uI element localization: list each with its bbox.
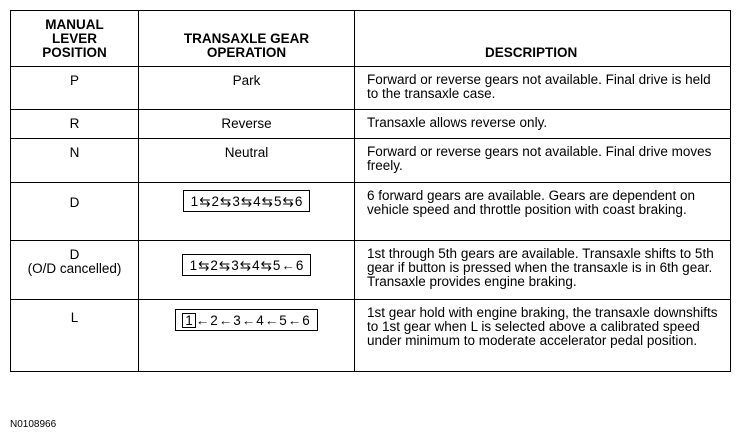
shift-arrow-icon: ⇆: [220, 194, 232, 209]
gear-operation-l: [139, 300, 355, 372]
shift-arrow-icon: ⇆: [261, 194, 273, 209]
table-row: [11, 183, 731, 241]
lever-position-p: P: [11, 67, 139, 110]
shift-arrow-icon: ←: [264, 313, 279, 328]
shift-arrow-icon: ⇆: [240, 194, 253, 209]
header-description: DESCRIPTION: [355, 11, 731, 67]
gear-operation-neutral: Neutral: [139, 139, 355, 183]
shift-arrow-icon: ⇆: [282, 194, 294, 209]
description-neutral: Forward or reverse gears not available. Final drive moves freely.: [355, 139, 731, 183]
table-row: [11, 110, 731, 139]
shift-arrow-icon: ⇆: [239, 258, 252, 273]
gear-number-held: 1: [182, 313, 196, 328]
shift-arrow-icon: ⇆: [198, 258, 210, 273]
gear-sequence-box: [175, 309, 318, 331]
table-row: [11, 67, 731, 110]
table-row: [11, 139, 731, 183]
gear-number: 3: [232, 194, 240, 209]
gear-operation-table: [10, 10, 731, 372]
description-od-cancelled: 1st through 5th gears are available. Transaxle shifts to 5th gear if button is pressed when the transaxle is in 6th gear. Transaxle provides engine braking.: [355, 241, 731, 300]
gear-operation-reverse: Reverse: [139, 110, 355, 139]
gear-number: 6: [294, 194, 303, 209]
description-reverse: Transaxle allows reverse only.: [355, 110, 731, 139]
description-drive: 6 forward gears are available. Gears are dependent on vehicle speed and throttle position with coast braking.: [355, 183, 731, 241]
gear-operation-d: [139, 183, 355, 241]
gear-number: 3: [233, 313, 241, 328]
gear-number: 4: [253, 194, 261, 209]
gear-number: 4: [256, 313, 264, 328]
gear-number: 2: [210, 258, 218, 273]
description-low: 1st gear hold with engine braking, the transaxle downshifts to 1st gear when L is selected above a calibrated speed under minimum to moderate accelerator pedal position.: [355, 300, 731, 372]
lever-position-n: N: [11, 139, 139, 183]
lever-position-l: L: [11, 300, 139, 372]
shift-arrow-icon: ⇆: [260, 258, 272, 273]
lever-position-r: R: [11, 110, 139, 139]
header-row: [11, 11, 731, 67]
figure-code: N0108966: [10, 419, 57, 430]
shift-arrow-icon: ←: [218, 313, 233, 328]
gear-number: 3: [231, 258, 239, 273]
table-row: [11, 241, 731, 300]
description-park: Forward or reverse gears not available. Final drive is held to the transaxle case.: [355, 67, 731, 110]
gear-operation-d-od-cancelled: [139, 241, 355, 300]
lever-position-d-od-cancelled: D (O/D cancelled): [11, 241, 139, 300]
gear-operation-park: Park: [139, 67, 355, 110]
gear-number: 6: [302, 313, 310, 328]
table-row: [11, 300, 731, 372]
gear-number: 4: [252, 258, 260, 273]
gear-number: 5: [272, 258, 281, 273]
gear-number: 1: [189, 258, 198, 273]
lever-position-d: D: [11, 183, 139, 241]
gear-sequence-box: [183, 190, 311, 212]
shift-arrow-icon: ←: [195, 313, 210, 328]
gear-number: 2: [211, 194, 220, 209]
shift-arrow-icon: ⇆: [218, 258, 231, 273]
gear-sequence-box: [182, 254, 312, 276]
gear-number: 2: [210, 313, 218, 328]
gear-number: 1: [190, 194, 199, 209]
shift-arrow-icon: ⇆: [199, 194, 211, 209]
header-lever-position: MANUAL LEVER POSITION: [11, 11, 139, 67]
gear-number: 5: [279, 313, 287, 328]
shift-arrow-icon: ←: [281, 258, 295, 273]
gear-number: 5: [273, 194, 282, 209]
shift-arrow-icon: ←: [287, 313, 302, 328]
gear-number: 6: [295, 258, 304, 273]
shift-arrow-icon: ←: [241, 313, 256, 328]
header-gear-operation: TRANSAXLE GEAR OPERATION: [139, 11, 355, 67]
